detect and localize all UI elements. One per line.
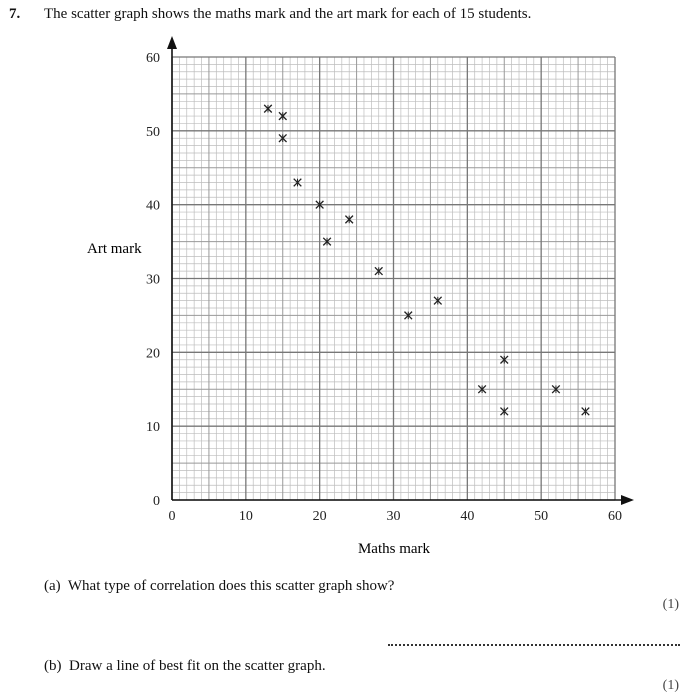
question-number: 7. xyxy=(9,6,21,22)
question-text: The scatter graph shows the maths mark and the art mark for each of 15 students. xyxy=(44,6,532,22)
x-tick-label: 10 xyxy=(238,509,253,524)
y-axis-arrow-icon xyxy=(167,36,177,49)
x-tick-label: 50 xyxy=(534,509,549,524)
y-tick-label: 40 xyxy=(146,198,160,214)
part-a xyxy=(44,578,394,595)
x-axis-label: Maths mark xyxy=(357,541,431,557)
y-tick-label: 50 xyxy=(146,124,160,140)
y-tick-labels xyxy=(146,51,160,509)
answer-line[interactable] xyxy=(388,636,680,646)
x-tick-label: 0 xyxy=(168,509,176,524)
data-points xyxy=(264,105,589,415)
part-a-marks: (1) xyxy=(662,597,679,612)
y-tick-label: 30 xyxy=(146,272,160,288)
part-b xyxy=(44,658,326,675)
y-tick-label: 0 xyxy=(153,494,160,509)
x-tick-label: 40 xyxy=(460,509,475,524)
part-a-text: What type of correlation does this scatter graph show? xyxy=(67,578,395,594)
axes xyxy=(167,36,634,505)
x-tick-label: 30 xyxy=(386,509,401,524)
y-tick-label: 60 xyxy=(146,51,160,66)
x-tick-label: 60 xyxy=(608,509,622,524)
part-b-marks: (1) xyxy=(662,678,679,693)
y-tick-label: 20 xyxy=(146,346,160,362)
y-tick-label: 10 xyxy=(146,420,160,436)
x-axis-arrow-icon xyxy=(621,495,634,505)
part-a-label: (a) xyxy=(44,578,61,594)
x-tick-labels xyxy=(169,509,623,524)
part-b-label: (b) xyxy=(44,658,62,674)
x-tick-label: 20 xyxy=(312,509,327,524)
y-axis-label: Art mark xyxy=(87,241,142,257)
part-b-text: Draw a line of best fit on the scatter graph. xyxy=(69,658,326,674)
